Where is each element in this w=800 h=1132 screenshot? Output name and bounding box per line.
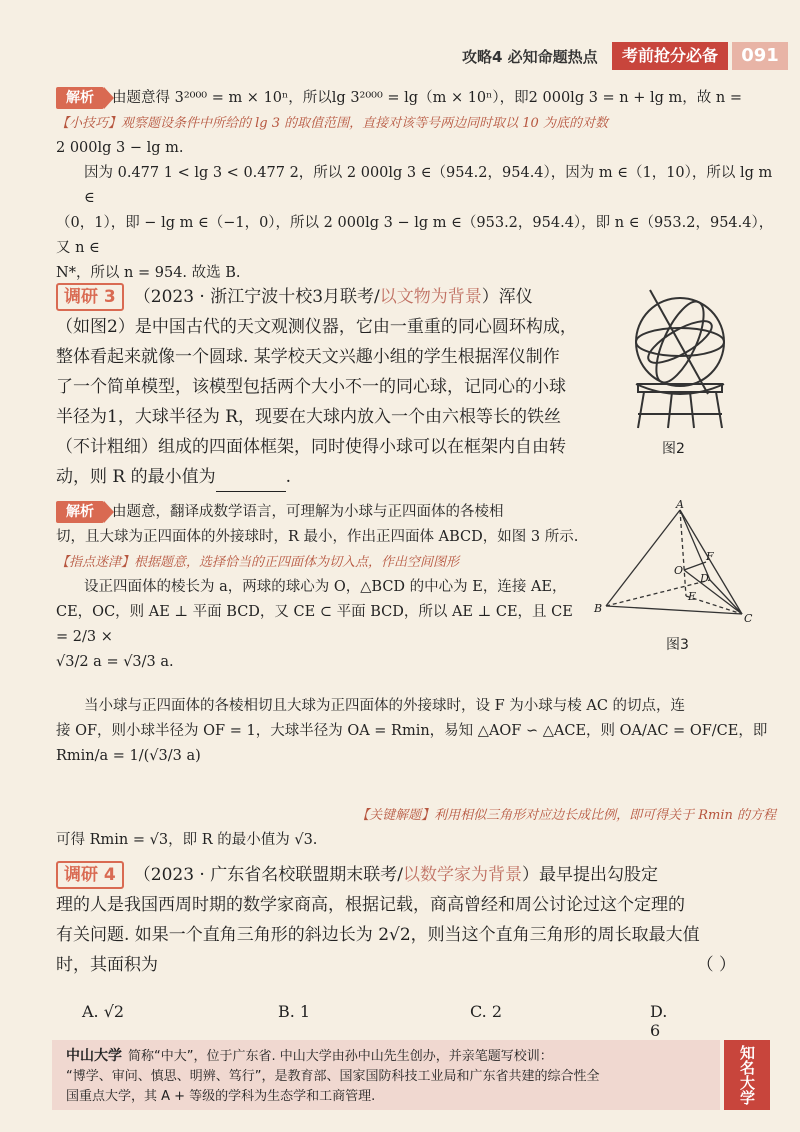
q3-source: （2023 · 浙江宁波十校3月联考/ [133,287,380,307]
vertex-label-e: E [688,590,697,603]
research-badge: 调研 4 [56,861,124,889]
q2-line5: N*，所以 n = 954. 故选 B. [56,265,241,281]
research-badge: 调研 3 [56,283,124,311]
q4-text: 有关问题. 如果一个直角三角形的斜边长为 2√2，则当这个直角三角形的周长取最大值 [56,925,700,945]
sol3-line: 接 OF，则小球半径为 OF = 1，大球半径为 OA = Rmin，易知 △AOF ∽ △ACE，则 OA/AC = OF/CE，即 Rmin/a = 1/(√3/3 a) [56,723,768,764]
q3-text: 整体看起来就像一个圆球. 某学校天文兴趣小组的学生根据浑仪制作 [56,347,560,367]
vertex-label-b: B [594,602,603,615]
q2-line3: 因为 0.477 1 < lg 3 < 0.477 2，所以 2 000lg 3 ∈（954.2，954.4），因为 m ∈（1，10），所以 lg m ∈ [84,165,773,206]
section-title: 攻略4 必知命题热点 [462,48,598,66]
tetrahedron-figure [592,500,760,630]
option-b: B. 1 [278,1002,311,1021]
sol3-line: 由题意，翻译成数学语言，可理解为小球与正四面体的各棱相 [112,504,504,520]
vertex-label-d: D [700,572,709,585]
sol3-line: 当小球与正四面体的各棱相切且大球为正四面体的外接球时，设 F 为小球与棱 AC 的切点，连 [84,698,686,714]
q3-text: 动，则 R 的最小值为 [56,467,216,487]
university-desc: 国重点大学，其 A + 等级的学科为生态学和工商管理. [66,1089,376,1104]
q3-text: （如图2）是中国古代的天文观测仪器，它由一重重的同心圆环构成， [56,317,577,337]
q2-line1: 由题意得 3²⁰⁰⁰ = m × 10ⁿ，所以lg 3²⁰⁰⁰ = lg（m × 10ⁿ），即2 000lg 3 = n + lg m，故 n = [112,90,742,106]
q3-text: 了一个简单模型，该模型包括两个大小不一的同心球，记同心的小球 [56,377,566,397]
page-number: 091 [732,42,788,70]
university-info-box [52,1040,720,1110]
q3-solution-cont [56,694,776,853]
option-a: A. √2 [82,1002,125,1021]
q2-solution [56,86,776,286]
q3-source-close: ）浑仪 [481,287,533,307]
armillary-sphere-figure [616,280,744,432]
solution-badge: 解析 [56,501,104,523]
sol3-line: 可得 Rmin = √3，即 R 的最小值为 √3. [56,832,318,848]
tip-note: 【关键解题】利用相似三角形对应边长成比例，即可得关于 Rmin 的方程 [356,808,776,823]
vertex-label-a: A [676,500,684,511]
q4-theme: 以数学家为背景 [402,865,522,885]
q3-question [56,282,616,492]
header-tag: 考前抢分必备 [612,42,728,70]
sol3-line: √3/2 a = √3/3 a. [56,654,174,670]
solution-badge: 解析 [56,87,104,109]
sol3-line: CE，OC，则 AE ⊥ 平面 BCD，又 CE ⊂ 平面 BCD，所以 AE ⊥ CE，且 CE = 2/3 × [56,604,573,645]
tip-note: 【小技巧】观察题设条件中所给的 lg 3 的取值范围，直接对该等号两边同时取以 10 为底的对数 [56,116,608,131]
q3-text: 半径为1，大球半径为 R，现要在大球内放入一个由六根等长的铁丝 [56,407,562,427]
q3-theme: 以文物为背景 [379,287,482,307]
figure-2-caption: 图2 [662,441,685,457]
q3-text: （不计粗细）组成的四面体框架，同时使得小球可以在框架内自由转 [56,437,566,457]
answer-paren: （ ） [696,955,736,975]
university-desc: “博学、审问、慎思、明辨、笃行”，是教育部、国家国防科技工业局和广东省共建的综合性全 [66,1069,600,1084]
vertex-label-c: C [744,612,753,625]
q2-line4: （0，1），即 − lg m ∈（−1，0），所以 2 000lg 3 − lg m ∈（953.2，954.4），即 n ∈（953.2，954.4），又 n ∈ [56,215,774,256]
option-d: D. 6 [650,1002,668,1040]
tip-note: 【指点迷津】根据题意，选择恰当的正四面体为切入点，作出空间图形 [56,555,460,570]
q4-text: 理的人是我国西周时期的数学家商高，根据记载，商高曾经和周公讨论过这个定理的 [56,895,685,915]
sol3-line: 设正四面体的棱长为 a，两球的球心为 O，△BCD 的中心为 E，连接 AE， [84,579,567,595]
q2-line2: 2 000lg 3 − lg m. [56,140,184,156]
university-name: 中山大学 [66,1048,122,1064]
vertex-label-o: O [674,564,684,577]
side-tab: 知名大学 [724,1040,770,1110]
q3-solution [56,500,586,675]
q4-source: （2023 · 广东省名校联盟期末联考/ [133,865,403,885]
option-c: C. 2 [470,1002,503,1021]
q4-source-close: ）最早提出勾股定 [521,865,658,885]
page-header [0,40,800,74]
figure-3-caption: 图3 [666,637,689,653]
q4-text: 时，其面积为 [56,955,158,975]
sol3-line: 切，且大球为正四面体的外接球时，R 最小，作出正四面体 ABCD，如图 3 所示. [56,529,579,545]
university-desc: 简称“中大”，位于广东省. 中山大学由孙中山先生创办，并亲笔题写校训： [128,1049,553,1064]
answer-blank [216,471,286,492]
vertex-label-f: F [706,550,714,563]
q4-question [56,860,756,980]
q3-text-end: . [285,467,292,487]
